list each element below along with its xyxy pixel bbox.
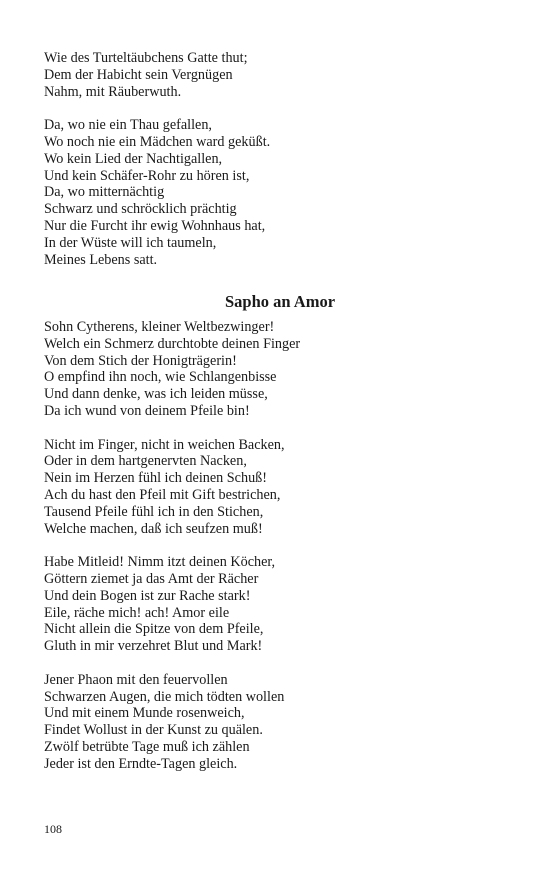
verse-line: Sohn Cytherens, kleiner Weltbezwinger!	[44, 319, 275, 335]
verse-line: Von dem Stich der Honigträgerin!	[44, 352, 237, 369]
verse-line: Nicht allein die Spitze von dem Pfeile,	[44, 621, 264, 638]
verse-line: Findet Wollust in der Kunst zu quälen.	[44, 722, 263, 739]
verse-line: Tausend Pfeile fühl ich in den Stichen,	[44, 503, 264, 520]
verse-line: Jener Phaon mit den feuervollen	[44, 671, 228, 688]
poem-title: Sapho an Amor	[224, 292, 336, 311]
stanza	[44, 50, 524, 100]
verse-line: Da, wo nie ein Thau gefallen,	[44, 117, 212, 134]
page-number: 108	[44, 822, 62, 836]
verse-line: Und dann denke, was ich leiden müsse,	[44, 386, 268, 403]
verse-line: Nahm, mit Räuberwuth.	[44, 83, 182, 100]
verse-line: Welche machen, daß ich seufzen muß!	[44, 520, 263, 537]
previous-poem-continuation	[44, 50, 524, 268]
verse-line: Gluth in mir verzehret Blut und Mark!	[44, 638, 263, 655]
verse-line: Welch ein Schmerz durchtobte deinen Finger	[44, 335, 301, 352]
stanza	[44, 319, 524, 420]
verse-line: Eile, räche mich! ach! Amor eile	[44, 604, 230, 621]
verse-line: Da ich wund von deinem Pfeile bin!	[44, 402, 250, 419]
verse-line: O empfind ihn noch, wie Schlangenbisse	[44, 369, 277, 386]
poem-body	[44, 319, 524, 773]
verse-line: Schwarz und schröcklich prächtig	[44, 201, 237, 218]
stanza	[44, 672, 524, 773]
verse-line: Und mit einem Munde rosenweich,	[44, 705, 245, 722]
verse-line: Habe Mitleid! Nimm itzt deinen Köcher,	[44, 554, 276, 571]
verse-line: Und kein Schäfer-Rohr zu hören ist,	[44, 167, 250, 184]
stanza	[44, 437, 524, 538]
verse-line: Oder in dem hartgenervten Nacken,	[44, 453, 247, 470]
stanza	[44, 117, 524, 268]
verse-line: Nur die Furcht ihr ewig Wohnhaus hat,	[44, 217, 266, 234]
verse-line: Nein im Herzen fühl ich deinen Schuß!	[44, 470, 267, 487]
verse-line: Dem der Habicht sein Vergnügen	[44, 66, 233, 83]
verse-line: Zwölf betrübte Tage muß ich zählen	[44, 738, 250, 755]
verse-line: Wie des Turteltäubchens Gatte thut;	[44, 50, 248, 66]
verse-line: Ach du hast den Pfeil mit Gift bestrichen,	[44, 486, 281, 503]
verse-line: Und dein Bogen ist zur Rache stark!	[44, 587, 251, 604]
stanza	[44, 554, 524, 655]
verse-line: Göttern ziemet ja das Amt der Rächer	[44, 570, 259, 587]
verse-line: Schwarzen Augen, die mich tödten wollen	[44, 688, 285, 705]
verse-line: Da, wo mitternächtig	[44, 184, 165, 201]
verse-line: Wo noch nie ein Mädchen ward geküßt.	[44, 133, 271, 150]
verse-line: Meines Lebens satt.	[44, 251, 158, 268]
verse-line: Nicht im Finger, nicht in weichen Backen,	[44, 436, 285, 453]
verse-line: In der Wüste will ich taumeln,	[44, 234, 217, 251]
verse-line: Wo kein Lied der Nachtigallen,	[44, 150, 223, 167]
verse-line: Jeder ist den Erndte-Tagen gleich.	[44, 755, 238, 772]
